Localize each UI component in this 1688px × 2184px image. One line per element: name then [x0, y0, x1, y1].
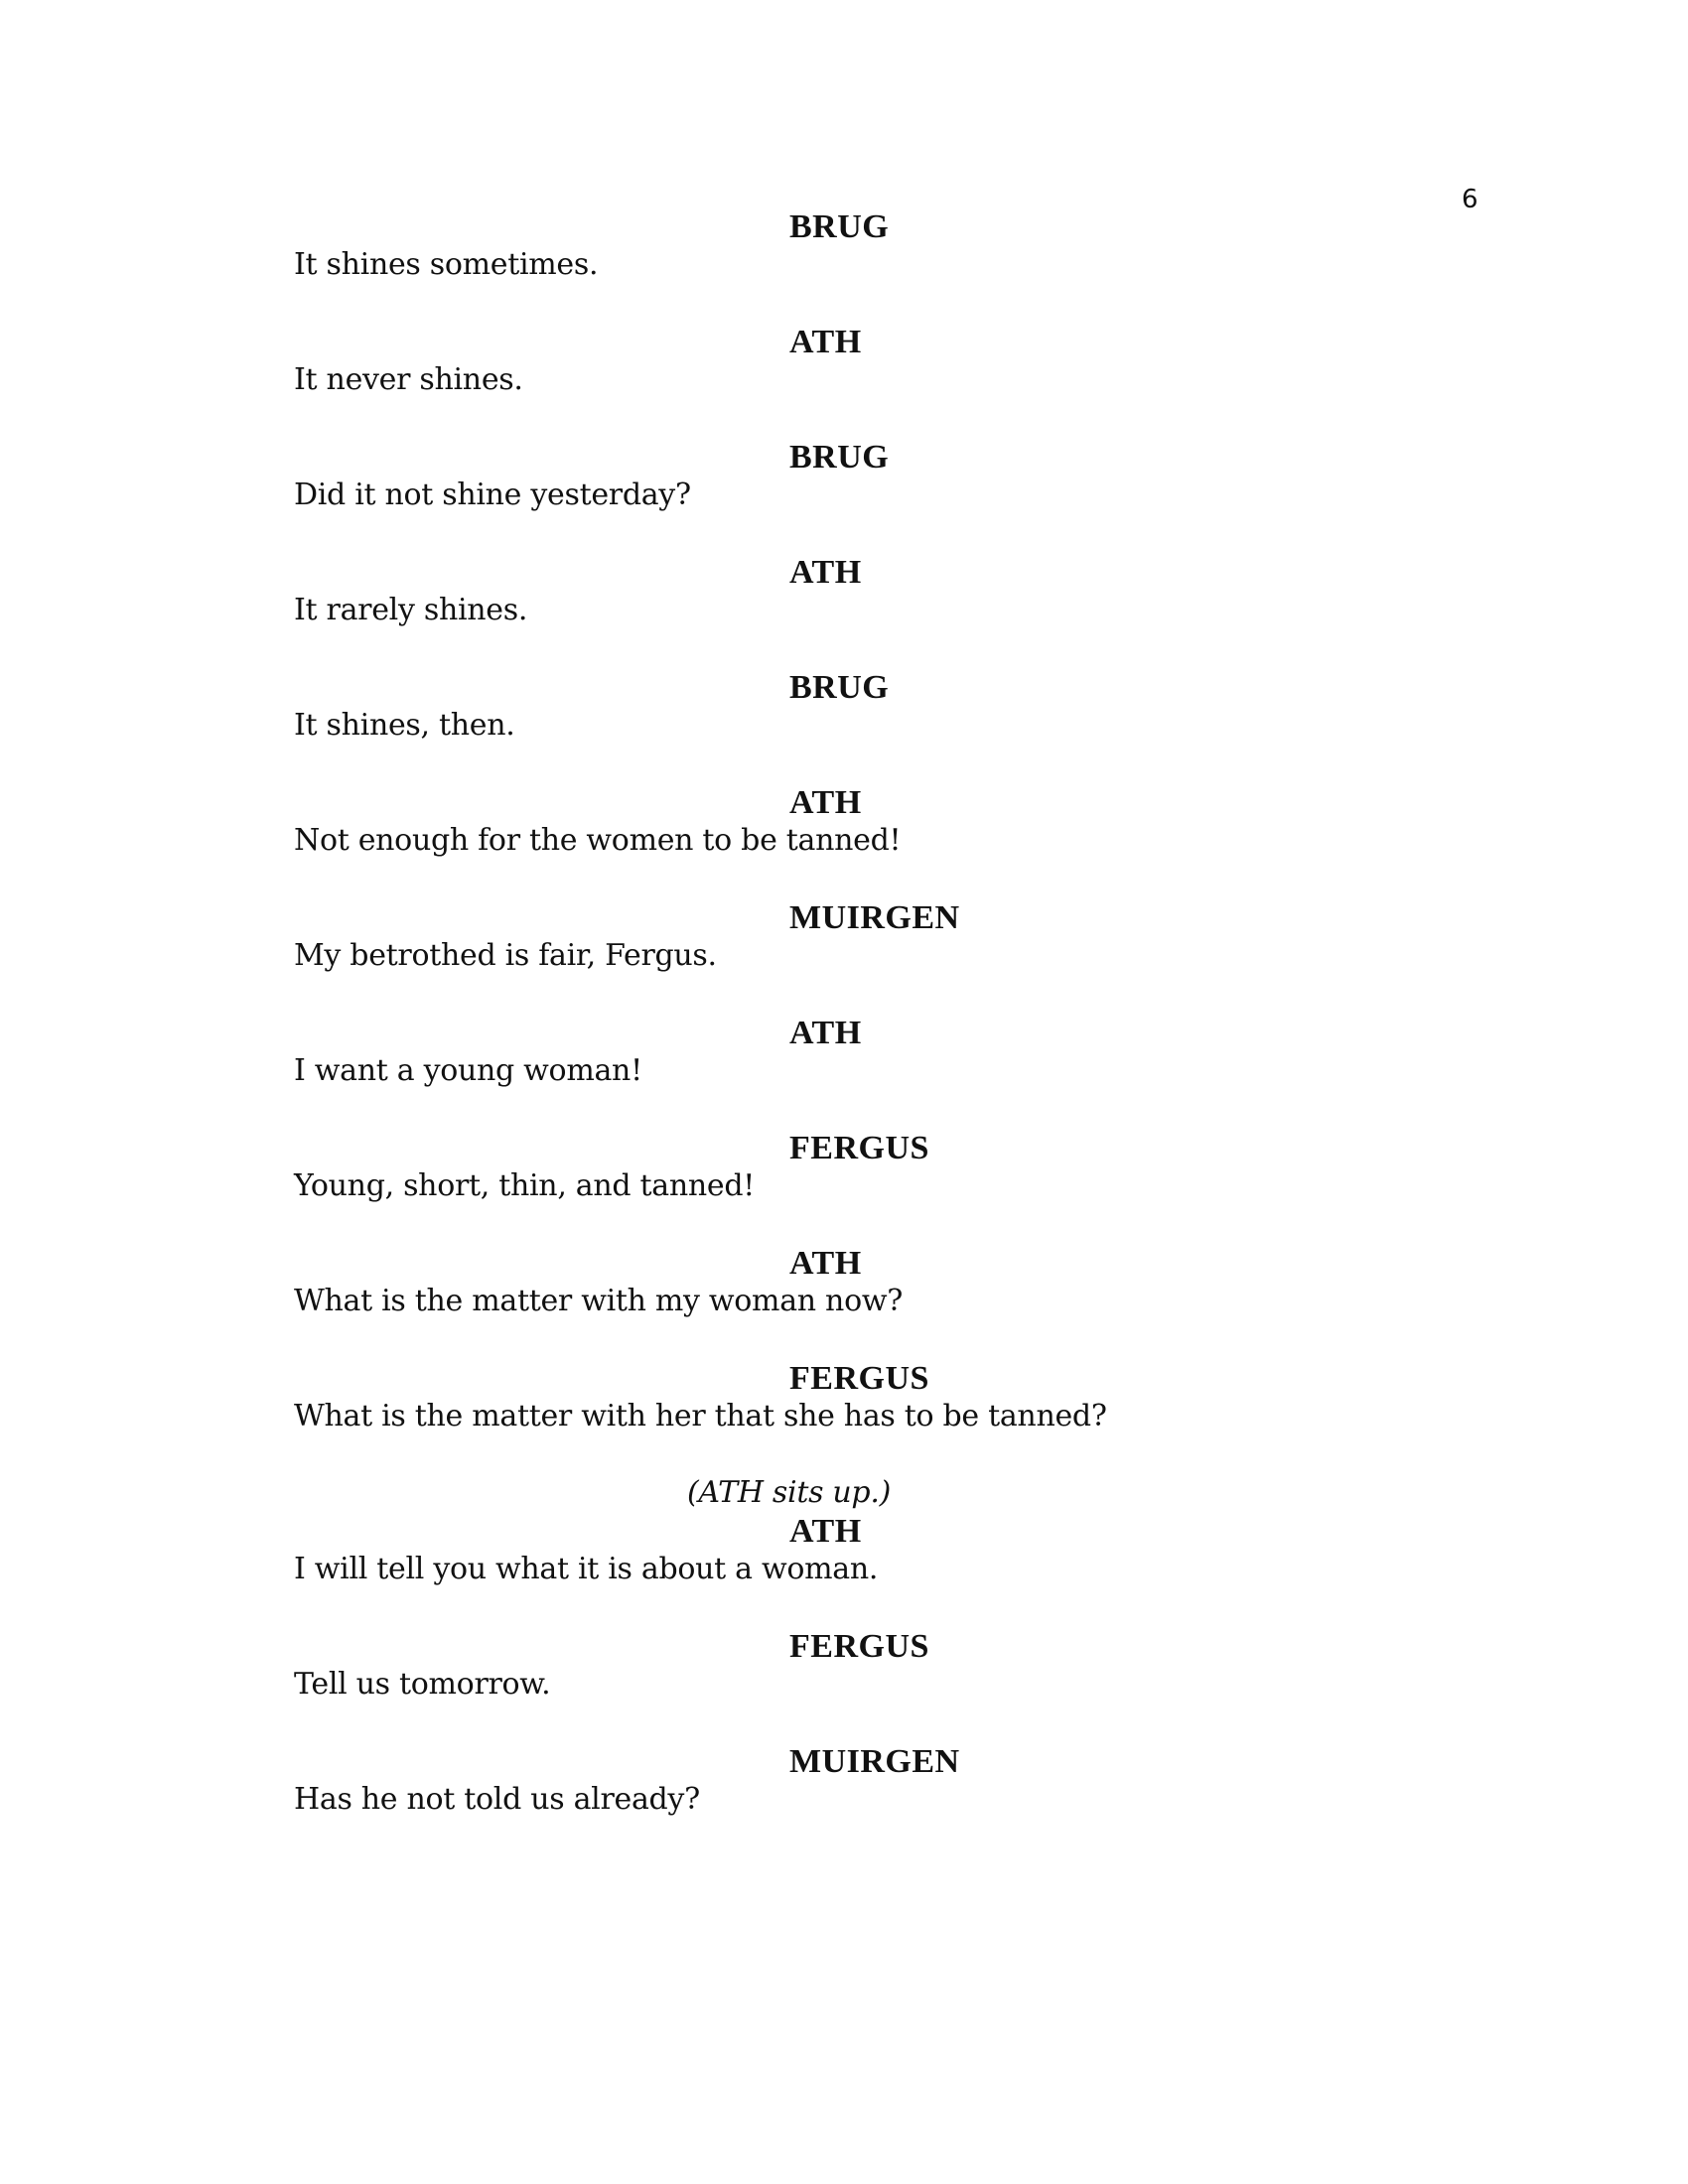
dialogue-line: Not enough for the women to be tanned!: [294, 823, 902, 858]
dialogue-line: What is the matter with my woman now?: [294, 1284, 903, 1318]
dialogue-cue: [0, 1015, 1688, 1130]
character-name: ATH: [789, 554, 862, 591]
dialogue-line: It rarely shines.: [294, 593, 528, 627]
character-name: FERGUS: [789, 1130, 929, 1166]
dialogue-line: Young, short, thin, and tanned!: [294, 1168, 756, 1203]
dialogue-line: What is the matter with her that she has to be tanned?: [294, 1399, 1107, 1433]
dialogue-cue: [0, 899, 1688, 1015]
dialogue-cue: [0, 1130, 1688, 1245]
dialogue-cue: [0, 669, 1688, 784]
dialogue-line: Has he not told us already?: [294, 1782, 700, 1817]
character-name: ATH: [789, 784, 862, 821]
dialogue-cue: [0, 554, 1688, 669]
character-name: ATH: [789, 1245, 862, 1282]
dialogue-cue: [0, 1245, 1688, 1360]
character-name: ATH: [789, 324, 862, 360]
character-name: FERGUS: [789, 1360, 929, 1397]
script-body: [0, 208, 1688, 1858]
dialogue-line: Tell us tomorrow.: [294, 1667, 551, 1702]
dialogue-cue: [0, 784, 1688, 899]
dialogue-cue: [0, 1360, 1688, 1475]
page-number: 6: [1462, 185, 1478, 214]
dialogue-line: Did it not shine yesterday?: [294, 478, 691, 512]
dialogue-line: I will tell you what it is about a woman.: [294, 1552, 879, 1586]
character-name: BRUG: [789, 669, 890, 706]
dialogue-line: It shines, then.: [294, 708, 515, 743]
dialogue-cue: [0, 1743, 1688, 1858]
dialogue-cue: [0, 439, 1688, 554]
dialogue-cue: [0, 1475, 1688, 1628]
character-name: MUIRGEN: [789, 899, 960, 936]
character-name: FERGUS: [789, 1628, 929, 1665]
dialogue-line: I want a young woman!: [294, 1053, 642, 1088]
dialogue-line: It never shines.: [294, 362, 523, 397]
character-name: ATH: [789, 1513, 862, 1550]
dialogue-cue: [0, 324, 1688, 439]
character-name: MUIRGEN: [789, 1743, 960, 1780]
character-name: BRUG: [789, 208, 890, 245]
character-name: ATH: [789, 1015, 862, 1051]
character-name: BRUG: [789, 439, 890, 476]
stage-direction: (ATH sits up.): [687, 1475, 891, 1510]
dialogue-cue: [0, 208, 1688, 324]
dialogue-cue: [0, 1628, 1688, 1743]
dialogue-line: It shines sometimes.: [294, 247, 599, 282]
dialogue-line: My betrothed is fair, Fergus.: [294, 938, 717, 973]
